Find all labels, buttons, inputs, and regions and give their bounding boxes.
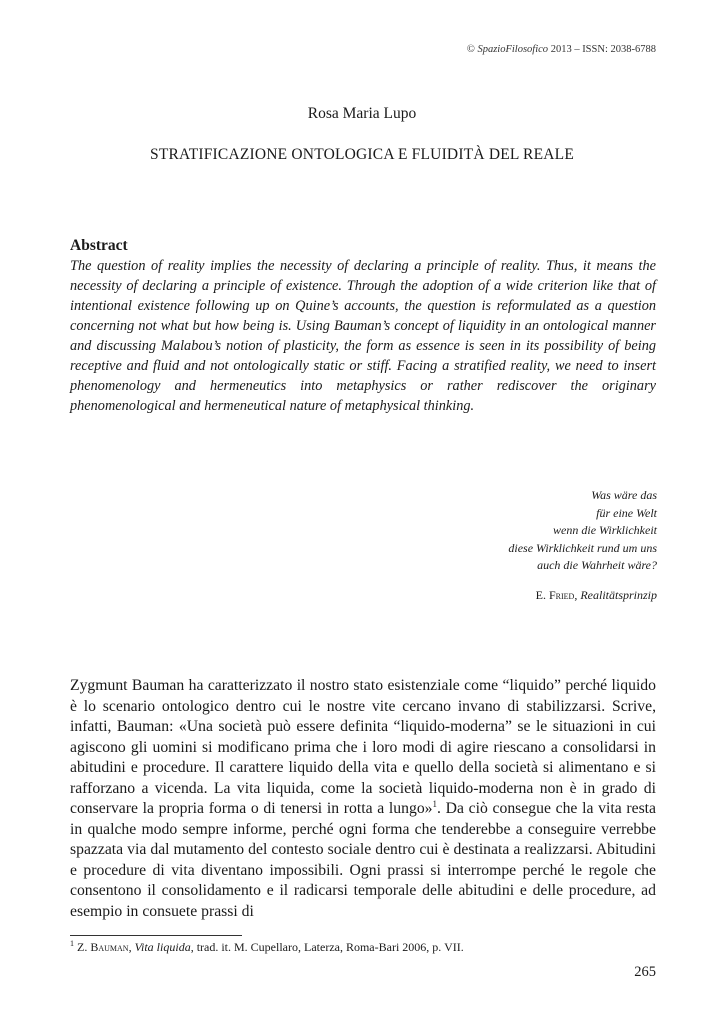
footnote-surname: Bauman <box>90 940 129 954</box>
journal-header <box>467 44 656 55</box>
body-paragraph <box>70 676 656 922</box>
epigraph-line: auch die Wahrheit wäre? <box>537 558 657 572</box>
epigraph-line: diese Wirklichkeit rund um uns <box>508 540 657 555</box>
journal-issn: 2013 – ISSN: 2038-6788 <box>550 44 656 55</box>
page-number: 265 <box>634 964 656 980</box>
abstract-text: The question of reality implies the necessity of declaring a principle of reality. Thus, it means the necessity of declaring a principle of existence. Through the adoption of a wide criterion like that of intentional existence following up on Quine’s accounts, the question is reformulated as a question concerning not what but how being is. Using Bauman’s concept of liquidity in an ontological manner and discussing Malabou’s notion of plasticity, the form as essence is seen in its possibility of being receptive and fluid and not ontologically static or stiff. Facing a stratified reality, we need to insert phenomenology and hermeneutics into metaphysics or rather rediscover the originary phenomenological and hermeneutical nature of metaphysical thinking. <box>70 258 656 414</box>
footnote-number: 1 <box>70 939 74 948</box>
article-title: STRATIFICAZIONE ONTOLOGICA E FLUIDITÀ DEL REALE <box>150 146 574 163</box>
epigraph-line: Was wäre das <box>591 488 657 502</box>
attribution-work: Realitätsprinzip <box>580 588 657 602</box>
epigraph-line: wenn die Wirklichkeit <box>553 523 657 537</box>
footnote-work: Vita liquida <box>134 940 191 954</box>
footnote-reference[interactable]: 1 <box>432 798 438 809</box>
footnote: $^1$ Z. Bauman, Vita liquida, trad. it. M. Cupellaro, Laterza, Roma-Bari 2006, p. VII. <box>70 939 464 954</box>
body-text-part1: Zygmunt Bauman ha caratterizzato il nostro stato esistenziale come “liquido” perché liquido è lo scenario ontologico dentro cui le nostre vite cercano invano di stabilizzarsi. Scrive, infatti, Bauman: «Una società può essere definita “liquido-moderna” se le situazioni in cui agiscono gli uomini si modificano prima che i loro modi di agire riescano a consolidarsi in abitudini e procedure. Il carattere liquido della vita e quello della società si alimentano e si rafforzano a vicenda. La vita liquida, come la società liquido-moderna non è in grado di conservare la propria forma o di tenersi in rotta a lungo» <box>70 677 656 817</box>
abstract-section <box>70 236 656 416</box>
journal-name: SpazioFilosofico <box>477 44 549 55</box>
footnote-rest: , trad. it. M. Cupellaro, Laterza, Roma-Bari 2006, p. VII. <box>190 940 464 954</box>
epigraph <box>508 487 657 575</box>
attribution-initial: E. <box>535 588 546 602</box>
copyright-symbol: © <box>466 44 475 55</box>
footnote-divider <box>70 935 242 936</box>
abstract-heading: Abstract <box>70 237 128 254</box>
epigraph-line: für eine Welt <box>596 505 657 520</box>
body-text-part2: . Da ciò consegue che la vita resta in qualche modo sempre informe, perché ogni forma che tenderebbe a conseguire verrebbe spazzata via dal mutamento del contesto sociale dentro cui è destinata a realizzarsi. Abitudini e procedure di vita diventano impossibili. Ogni prassi si interrompe perché le regole che consentono il consolidamento e il radicarsi temporale delle abitudini e delle procedure, ad esempio in consuete prassi di <box>70 800 656 920</box>
epigraph-attribution: E. Fried, Realitätsprinzip <box>535 588 657 602</box>
footnote-initial: Z. <box>77 940 88 954</box>
attribution-surname: Fried <box>548 588 575 602</box>
author-name: Rosa Maria Lupo <box>307 105 417 122</box>
